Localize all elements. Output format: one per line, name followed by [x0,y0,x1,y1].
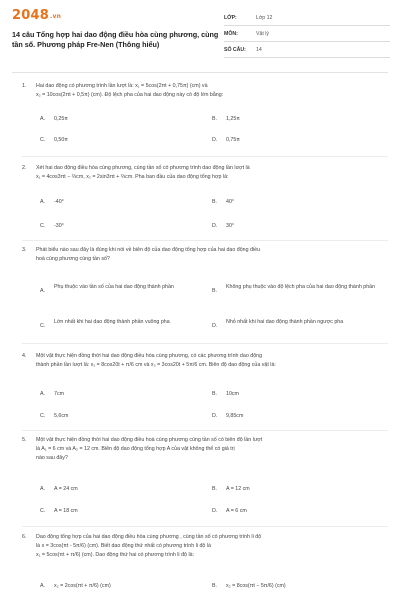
answer-text: 0,50π [54,137,68,143]
stem-line: là x = 3cos(πt - 5π/6) (cm). Biết dao động thứ nhất có phương trình li độ là [36,543,211,549]
question-number: 3. [22,247,27,253]
question-divider [22,526,388,527]
answer-key: C. [40,223,46,229]
answer-option[interactable] [40,485,78,493]
answer-option[interactable] [212,222,234,230]
answer-text: Phụ thuộc vào tần số của hai dao động thành phần [54,284,174,290]
stem-line: Hai dao động có phương trình lần lượt là: x₁ = 5cos(2πt + 0,75π) (cm) và [36,83,208,89]
meta-value: Lớp 12 [256,14,273,21]
meta-label: MÔN: [224,30,238,37]
meta-label: LỚP: [224,14,237,21]
answer-key: C. [40,323,46,329]
answer-key: D. [212,137,218,143]
stem-line: Một vật thực hiện đồng thời hai dao động điều hòa cùng phương, có các phương trình dao động [36,353,263,359]
question-number: 1. [22,83,27,89]
answer-key: B. [212,116,218,122]
answer-text: Không phụ thuộc vào độ lệch pha của hai dao động thành phần [226,284,376,290]
answer-text: x₂ = 2cos(πt + π/6) (cm) [54,583,111,589]
meta-label: SỐ CÂU: [224,46,246,53]
answer-text: 10cm [226,391,239,397]
answer-text: 9,85cm [226,413,244,419]
answer-key: A. [40,583,46,589]
answer-key: A. [40,486,46,492]
answer-key: B. [212,288,218,294]
answer-text: 0,25π [54,116,68,122]
stem-line: x₂ = 10cos(2πt + 0,5π) (cm). Độ lệch pha của hai dao động này có độ lớn bằng: [36,92,224,98]
question-divider [22,430,388,431]
meta-row-class [224,10,390,26]
answer-key: D. [212,223,218,229]
question-stem [36,533,384,560]
document-title: 14 câu Tổng hợp hai dao động điều hòa cùng phương, cùng tần số. Phương pháp Fre-Nen (Thông hiểu) [12,30,219,49]
answer-option[interactable] [40,283,204,295]
answer-text: -30° [54,223,64,229]
answer-option[interactable] [40,507,78,515]
stem-line: hoà cùng phương cùng tần số? [36,256,110,262]
answer-key: A. [40,199,46,205]
answer-text: A = 12 cm [226,486,250,492]
answer-option[interactable] [212,507,247,515]
answer-text: 5,6cm [54,413,69,419]
stem-line: Xét hai dao động điều hòa cùng phương, cùng tần số có phương trình dao động lần lượt là [36,165,250,171]
answer-text: -40° [54,199,64,205]
question-number: 6. [22,534,27,540]
answer-option[interactable] [212,115,240,123]
answer-option[interactable] [212,283,376,295]
header-divider [12,72,388,73]
answer-key: C. [40,508,46,514]
answer-option[interactable] [40,390,64,398]
answer-key: D. [212,508,218,514]
meta-row-subject [224,26,390,42]
answer-option[interactable] [212,485,250,493]
stem-line: là A₁ = 6 cm và A₂ = 12 cm. Biên độ dao động tổng hợp A của vật không thể có giá trị [36,446,235,452]
meta-value: 14 [256,46,262,53]
answer-text: 1,25π [226,116,240,122]
answer-text: Nhỏ nhất khi hai dao động thành phần ngược pha [226,319,344,325]
answer-option[interactable] [40,582,111,590]
stem-line: thành phần lần lượt là: x₁ = 8cos20t + π/6 cm và x₂ = 3cos20t + 5π/6 cm. Biên độ dao động của vật là: [36,362,276,368]
answer-option[interactable] [40,412,68,420]
answer-key: B. [212,391,218,397]
stem-line: Dao động tổng hợp của hai dao động điều hòa cùng phương , cùng tần số có phương trình li độ [36,534,262,540]
answer-text: Lớn nhất khi hai dao động thành phần vuông pha [54,319,170,325]
answer-key: C. [40,137,46,143]
answer-option[interactable] [212,390,239,398]
question-divider [22,156,388,157]
question-stem [36,164,384,182]
answer-option[interactable] [40,198,64,206]
question-stem [36,82,384,100]
answer-key: C. [40,413,46,419]
stem-line: nào sau đây? [36,455,68,461]
question-divider [22,343,388,344]
stem-line: Phát biểu nào sau đây là đúng khi nói về biên độ của dao động tổng hợp của hai dao động điều [36,247,261,253]
question-stem [36,246,384,264]
answer-key: D. [212,413,218,419]
question-number: 2. [22,165,27,171]
answer-key: B. [212,486,218,492]
answer-text: 0,75π [226,137,240,143]
answer-option[interactable] [212,318,376,330]
answer-key: A. [40,116,46,122]
meta-value: Vật lý [256,30,269,37]
answer-key: A. [40,288,46,294]
answer-text: x₂ = 8cos(πt − 5π/6) (cm) [226,583,286,589]
meta-row-count [224,42,390,58]
answer-option[interactable] [212,198,234,206]
answer-option[interactable] [212,582,286,590]
question-number: 4. [22,353,27,359]
answer-option[interactable] [212,412,243,420]
question-divider [22,240,388,241]
stem-line: x₁ = 5cos(πt + π/6) (cm). Dao động thứ hai có phương trình li độ là: [36,552,195,558]
stem-line: Một vật thực hiện đồng thời hai dao động điều hoà cùng phương cùng tần số có biên độ lần lượt [36,437,263,443]
question-stem [36,436,384,463]
answer-option[interactable] [212,136,240,144]
answer-text: 30° [226,223,235,229]
answer-text: 7cm [54,391,65,397]
answer-key: B. [212,199,218,205]
stem-line: x₁ = 4cos3πt − ⅔cm, x₂ = 2sin3πt + ⅔cm. Pha ban đầu của dao động tổng hợp là: [36,174,229,180]
answer-option[interactable] [40,136,68,144]
question-number: 5. [22,437,27,443]
answer-option[interactable] [40,115,68,123]
question-stem [36,352,384,370]
answer-option[interactable] [40,222,64,230]
answer-key: D. [212,323,218,329]
site-logo[interactable]: 2048.vn [12,8,62,23]
answer-text: 40° [226,199,235,205]
answer-text: A = 24 cm [54,486,78,492]
answer-key: A. [40,391,46,397]
answer-text: A = 6 cm [226,508,247,514]
document-header [0,0,400,62]
meta-table [224,10,390,58]
answer-text: A = 18 cm [54,508,78,514]
answer-key: B. [212,583,218,589]
answer-option[interactable] [40,318,204,330]
